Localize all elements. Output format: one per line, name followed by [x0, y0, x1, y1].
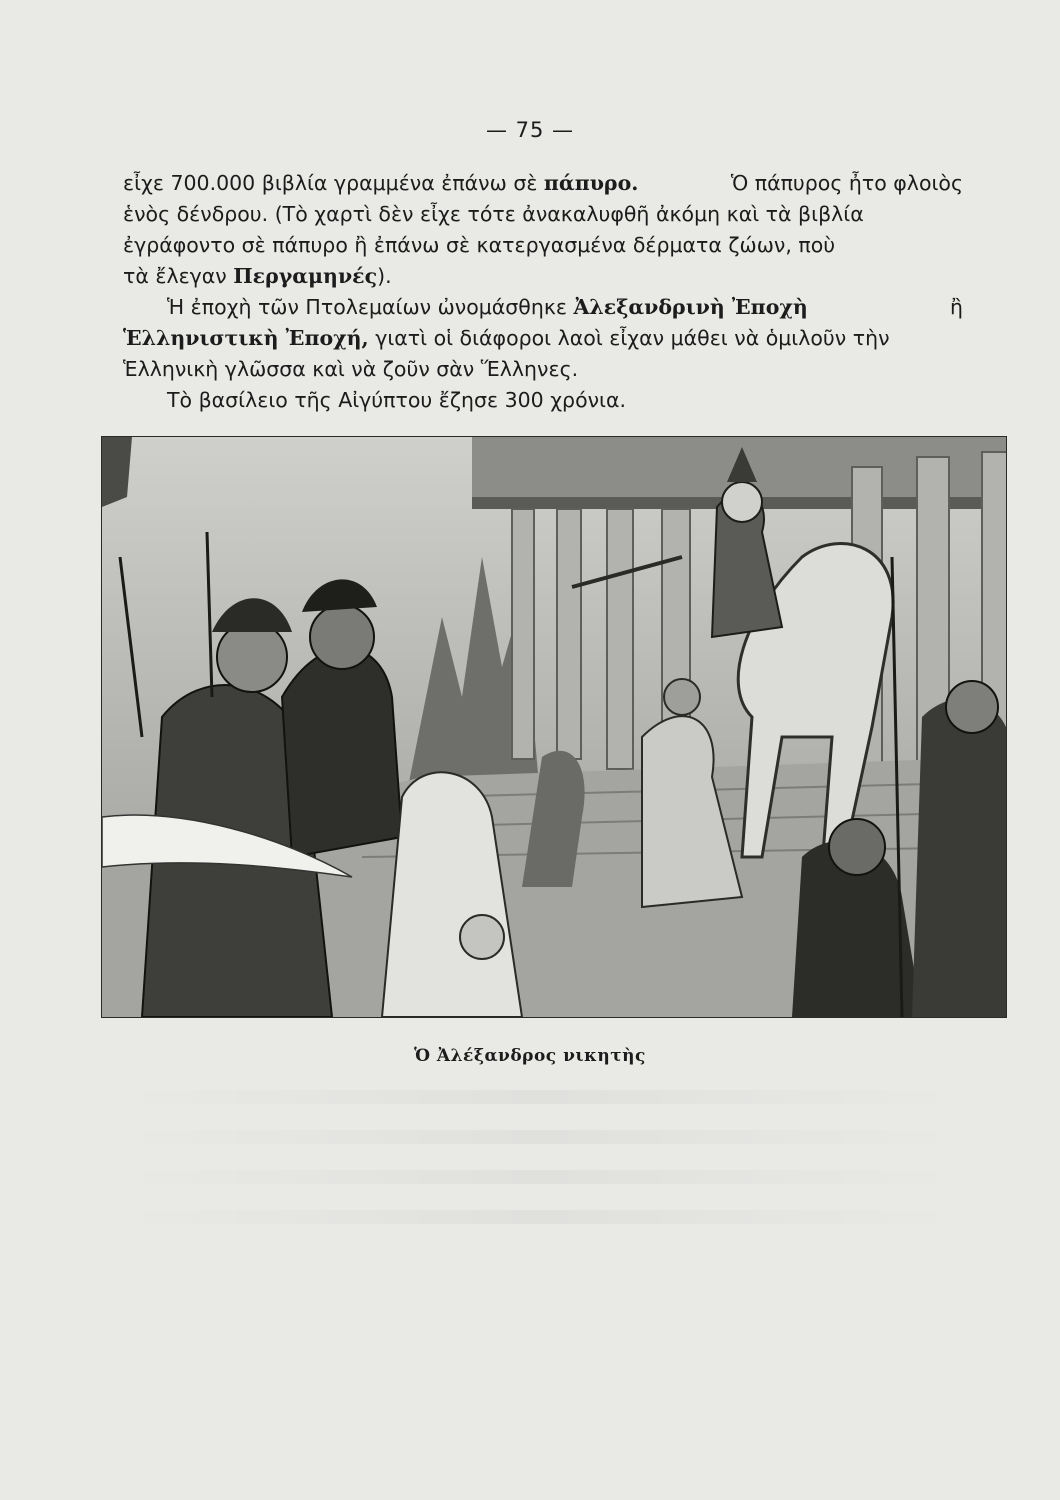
body-text: [123, 168, 963, 416]
text-span: ).: [377, 264, 392, 288]
paragraph2-line2: [123, 323, 963, 354]
paragraph1-line1: [123, 168, 963, 199]
emphasis-pergamenes: Περγαμηνές: [233, 264, 378, 288]
text-span: Ὁ πάπυρος ἦτο φλοιὸς: [730, 171, 963, 195]
text-span: εἶχε 700.000 βιβλία γραμμένα ἐπάνω σὲ: [123, 171, 544, 195]
engraving-image: [102, 437, 1006, 1017]
bleed-through-line: [120, 1170, 960, 1184]
figure-caption: Ὁ Ἀλέξανδρος νικητὴς: [414, 1046, 646, 1066]
paragraph1-line3: ἐγράφοντο σὲ πάπυρο ἢ ἐπάνω σὲ κατεργασμένα δέρματα ζώων, ποὺ: [123, 233, 836, 257]
paragraph2-line1: [123, 292, 963, 323]
emphasis-alexandrian-era: Ἀλεξανδρινὴ Ἐποχὴ: [573, 295, 808, 319]
page-number: — 75 —: [485, 118, 575, 142]
text-span: Ἡ ἐποχὴ τῶν Πτολεμαίων ὠνομάσθηκε: [167, 295, 574, 319]
bleed-through-line: [120, 1130, 960, 1144]
bleed-through-line: [120, 1210, 960, 1224]
paragraph1-line2: ἑνὸς δένδρου. (Τὸ χαρτὶ δὲν εἶχε τότε ἀνακαλυφθῆ ἀκόμη καὶ τὰ βιβλία: [123, 202, 864, 226]
paragraph1-line4: [123, 261, 963, 292]
bleed-through-line: [120, 1090, 960, 1104]
emphasis-papyrus: πάπυρο.: [543, 171, 639, 195]
paragraph2-line3: Ἑλληνικὴ γλῶσσα καὶ νὰ ζοῦν σὰν Ἕλληνες.: [123, 357, 579, 381]
text-span: τὰ ἔλεγαν: [123, 264, 234, 288]
emphasis-hellenistic-era: Ἑλληνιστικὴ Ἐποχή,: [123, 326, 369, 350]
paragraph3: Τὸ βασίλειο τῆς Αἰγύπτου ἔζησε 300 χρόνια.: [167, 388, 627, 412]
text-span: γιατὶ οἱ διάφοροι λαοὶ εἶχαν μάθει νὰ ὁμιλοῦν τὴν: [368, 326, 890, 350]
illustration-alexander: [101, 436, 1007, 1018]
text-span: ἢ: [950, 295, 963, 319]
